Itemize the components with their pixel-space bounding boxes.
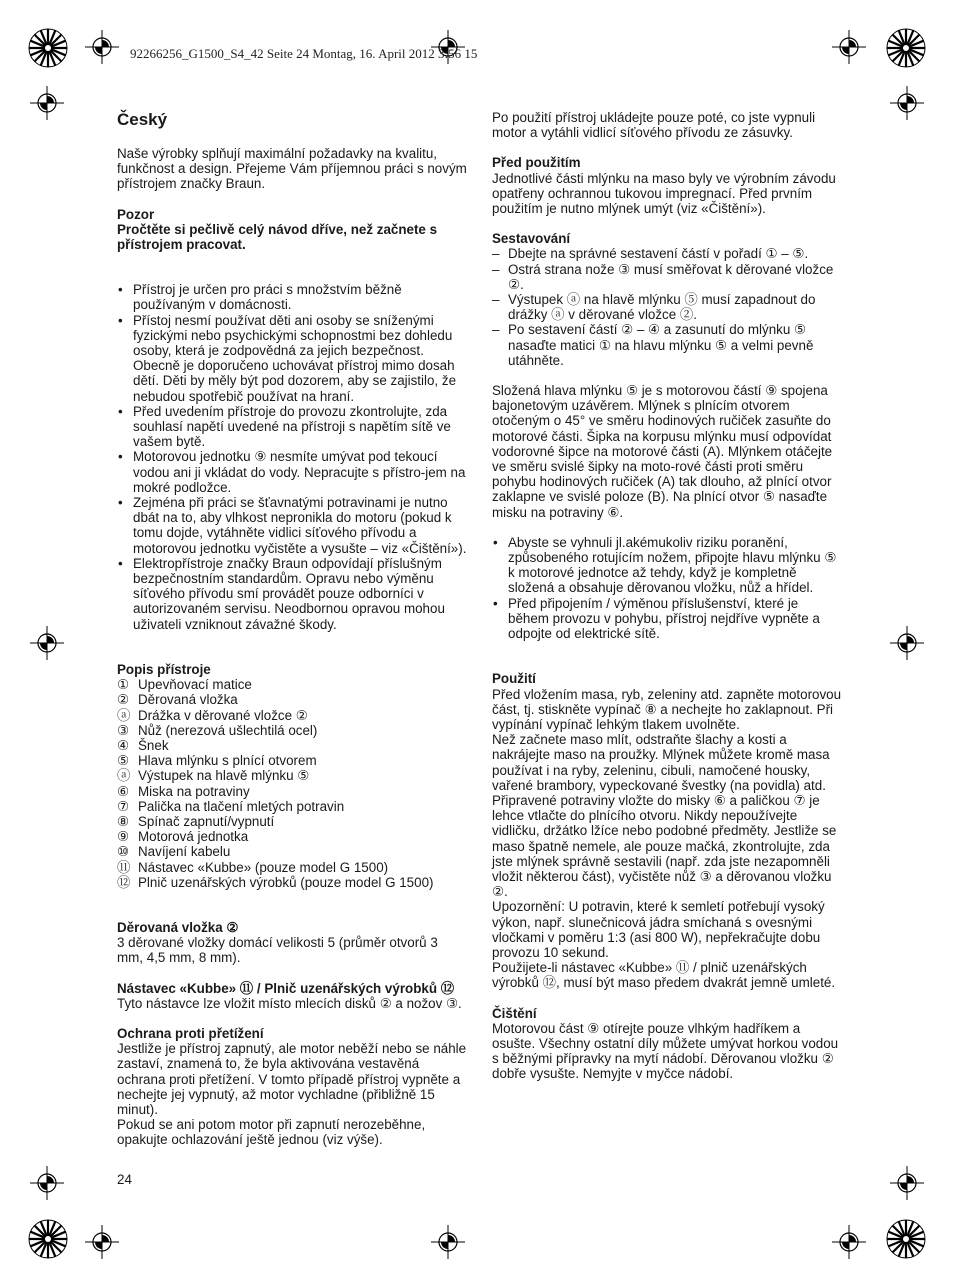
part-number: ⑨ xyxy=(117,829,130,845)
starburst-mark-icon xyxy=(28,28,68,68)
registration-mark-icon xyxy=(30,626,64,660)
registration-mark-icon xyxy=(890,626,924,660)
list-item: • Před připojením / výměnou příslušenství, které je během provozu v pohybu, přístroj nejdříve vypněte a odpojte od elektrické sítě. xyxy=(492,596,842,642)
list-item: • Elektropřístroje značky Braun odpovídají příslušným bezpečnostním standardům. Opravu nebo výměnu síťového přívodu smí provádět pouze odborníci v autorizovaném servisu. Neodbornou opravou mohou uživateli vzniknout závažné škody. xyxy=(117,556,467,632)
registration-mark-icon xyxy=(85,30,119,64)
part-number: ④ xyxy=(117,737,130,753)
part-label: Nástavec «Kubbe» (pouze model G 1500) xyxy=(138,859,389,875)
mount-paragraph: Složená hlava mlýnku ⑤ je s motorovou částí ⑨ spojena bajonetovým uzávěrem. Mlýnek s plnícím otvorem otočeným o 45° ve směru hodinových ručiček zasuňte do motorové části. Šipka na korpusu mlýnku musí odpovídat vodorovné šipce na motorové části (A). Mlýnkem otáčejte ve směru svislé šipky na moto-rové části proti směru pohybu hodinových ručiček (A) tak dlouho, až plnící otvor zaklapne ve svislé poloze (B). Na plnící otvor ⑤ nasaďte misku na potraviny ⑥. xyxy=(492,383,833,520)
part-label: Navíjení kabelu xyxy=(138,844,231,860)
registration-mark-icon xyxy=(890,1166,924,1200)
registration-mark-icon xyxy=(431,1225,465,1259)
part-number: ⑫ xyxy=(117,874,131,890)
part-label: Děrovaná vložka xyxy=(138,692,238,708)
page-title: Český xyxy=(117,110,168,129)
list-item xyxy=(117,677,467,692)
kubbe-text: Tyto nástavce lze vložit místo mlecích disků ② a nožov ③. xyxy=(117,995,462,1011)
part-number: ② xyxy=(117,692,130,708)
part-label: Drážka v děrované vložce ② xyxy=(138,707,308,723)
part-number: ⑩ xyxy=(117,844,130,860)
after-use-paragraph: Po použití přístroj ukládejte pouze poté, co jste vypnuli motor a vytáhli vidlicí síťového přívodu ze zásuvky. xyxy=(492,110,816,141)
list-item: • Přístroj je určen pro práci s množstvím běžně používaným v domácnosti. xyxy=(117,282,467,312)
list-item: – Výstupek ⓐ na hlavě mlýnku ⑤ musí zapadnout do drážky ⓐ v děrované vložce ②. xyxy=(492,292,842,322)
registration-mark-icon xyxy=(832,1225,866,1259)
plate-text: 3 děrované vložky domácí velikosti 5 (průměr otvorů 3 mm, 4,5 mm, 8 mm). xyxy=(117,935,438,966)
part-label: Palička na tlačení mletých potravin xyxy=(138,798,345,814)
list-item xyxy=(117,784,467,799)
overload-heading: Ochrana proti přetížení xyxy=(117,1025,264,1041)
list-item xyxy=(117,814,467,829)
part-number: ① xyxy=(117,677,130,693)
right-column xyxy=(492,110,842,1082)
before-use-heading: Před použitím xyxy=(492,155,581,171)
use-heading: Použití xyxy=(492,671,536,687)
page-number: 24 xyxy=(117,1172,132,1187)
part-number: ⑧ xyxy=(117,813,130,829)
list-item xyxy=(117,723,467,738)
registration-mark-icon xyxy=(85,1225,119,1259)
part-number: ⑦ xyxy=(117,798,130,814)
part-label: Hlava mlýnku s plnící otvorem xyxy=(138,753,317,769)
list-item: – Dbejte na správné sestavení částí v pořadí ① – ⑤. xyxy=(492,246,842,261)
list-item xyxy=(117,860,467,875)
intro-paragraph: Naše výrobky splňují maximální požadavky na kvalitu, funkčnost a design. Přejeme Vám příjemnou práci s novým přístrojem značky Braun. xyxy=(117,146,467,192)
plate-heading: Děrovaná vložka ② xyxy=(117,919,239,935)
list-item xyxy=(117,799,467,814)
notes-list xyxy=(492,535,842,641)
list-item xyxy=(117,708,467,723)
list-item: • Abyste se vyhnuli jl.akémukoliv riziku poranění, způsobeného rotujícím nožem, připojte hlavu mlýnku ⑤ k motorové jednotce až tehdy, když je kompletně složená a obsahuje děrovanou vložku, nůž a hřídel. xyxy=(492,535,842,596)
starburst-mark-icon xyxy=(28,1219,68,1259)
registration-mark-icon xyxy=(30,1166,64,1200)
list-item xyxy=(117,738,467,753)
use-text-4: Použijete-li nástavec «Kubbe» ⑪ / plnič uzenářských výrobků ⑫, musí být maso předem dvakrát jemně umleté. xyxy=(492,960,836,991)
before-use-text: Jednotlivé části mlýnku na maso byly ve výrobním závodu opatřeny ochrannou tukovou impregnací. Před prvním použitím je nutno mlýnek umýt (viz «Čištění»). xyxy=(492,170,836,217)
part-label: Plnič uzenářských výrobků (pouze model G 1500) xyxy=(138,874,434,890)
list-item: • Zejména při práci se šťavnatými potravinami je nutno dbát na to, aby vlhkost nepronikla do motoru (pokud k tomu dojde, vytáhněte vidlici síťového přívodu a motorovou jednotku vyčistěte a vysušte – viz «Čištění»). xyxy=(117,495,467,556)
use-text-1: Před vložením masa, ryb, zeleniny atd. zapněte motorovou část, tj. stiskněte vypínač ⑧ a nechejte ho zaklapnout. Při vypínání vypínač lehkým tlakem uvolněte. xyxy=(492,686,842,732)
registration-mark-icon xyxy=(890,86,924,120)
part-number: ③ xyxy=(117,722,130,738)
cleaning-heading: Čištění xyxy=(492,1005,537,1021)
pozor-heading: Pozor xyxy=(117,206,155,222)
list-item: – Po sestavení částí ② – ④ a zasunutí do mlýnku ⑤ nasaďte matici ① na hlavu mlýnku ⑤ a velmi pevně utáhněte. xyxy=(492,322,842,368)
assembly-list xyxy=(492,246,842,368)
part-number: ⓐ xyxy=(117,768,131,784)
overload-text: Jestliže je přístroj zapnutý, ale motor neběží nebo se náhle zastaví, znamená to, že byla aktivována vestavěná ochrana proti přetížení. V tomto případě přístroj vypněte a nechejte jej vypnutý, až motor vychladne (přibližně 15 minut). xyxy=(117,1041,467,1117)
safety-list xyxy=(117,282,467,632)
registration-mark-icon xyxy=(832,30,866,64)
part-number: ⑥ xyxy=(117,783,130,799)
starburst-mark-icon xyxy=(886,28,926,68)
part-label: Spínač zapnutí/vypnutí xyxy=(138,813,275,829)
part-label: Motorová jednotka xyxy=(138,829,249,845)
list-item xyxy=(117,768,467,783)
list-item: – Ostrá strana nože ③ musí směřovat k děrované vložce ②. xyxy=(492,262,842,292)
part-label: Šnek xyxy=(138,737,169,753)
list-item: • Motorovou jednotku ⑨ nesmíte umývat pod tekoucí vodou ani ji vkládat do vody. Nepracujte s přístro-jem na mokré podložce. xyxy=(117,449,467,495)
list-item xyxy=(117,875,467,890)
use-text-2: Než začnete maso mlít, odstraňte šlachy a kosti a nakrájejte maso na proužky. Mlýnek můžete kromě masa používat i na ryby, zeleninu, cibuli, namočené housky, vařené brambory, vypeckované švestky (na povidla) atd. Připravené potraviny vložte do misky ⑥ a paličkou ⑦ je lehce vtlačte do plnícího otvoru. Nikdy nepoužívejte vidličku, držátko lžíce nebo podobné předměty. Jestliže se maso špatně nemele, ale pouze mačká, zkontrolujte, zda jste mlýnek správně sestavili (např. zda jste nezapomněli vložit některou část), vyčistěte nůž ③ a děrovanou vložku ②. xyxy=(492,732,837,900)
part-label: Nůž (nerezová ušlechtilá ocel) xyxy=(138,722,318,738)
list-item xyxy=(117,753,467,768)
registration-mark-icon xyxy=(30,86,64,120)
part-label: Upevňovací matice xyxy=(138,677,252,693)
left-column xyxy=(117,110,467,1148)
part-label: Miska na potraviny xyxy=(138,783,250,799)
list-item: • Přístoj nesmí používat děti ani osoby se sníženými fyzickými nebo psychickými schopnostmi bez dohledu osoby, která je zodpovědná za jejich bezpečnost. Obecně je doporučeno uchovávat přístroj mimo dosah dětí. Děti by měly být pod dozorem, aby se zajistilo, že nebudou spotřebič používat na hraní. xyxy=(117,313,467,404)
print-slug: 92266256_G1500_S4_42 Seite 24 Montag, 16. April 2012 3:56 15 xyxy=(130,46,478,61)
list-item xyxy=(117,692,467,707)
list-item xyxy=(117,844,467,859)
list-item xyxy=(117,829,467,844)
cleaning-text: Motorovou část ⑨ otírejte pouze vlhkým hadříkem a osušte. Všechny ostatní díly můžete umývat horkou vodou s běžnými přípravky na mytí nádobí. Děrovanou vložku ② dobře vysušte. Nemyjte v myčce nádobí. xyxy=(492,1020,839,1082)
parts-list xyxy=(117,677,467,890)
overload-text-2: Pokud se ani potom motor při zapnutí nerozeběhne, opakujte ochlazování ještě jednou (viz výše). xyxy=(117,1117,426,1148)
assembly-heading: Sestavování xyxy=(492,231,571,247)
kubbe-heading: Nástavec «Kubbe» ⑪ / Plnič uzenářských výrobků ⑫ xyxy=(117,980,455,996)
starburst-mark-icon xyxy=(886,1219,926,1259)
parts-heading: Popis přístroje xyxy=(117,661,211,677)
part-number: ⓐ xyxy=(117,707,131,723)
part-number: ⑪ xyxy=(117,859,131,875)
pozor-text: Pročtěte si pečlivě celý návod dříve, než začnete s přístrojem pracovat. xyxy=(117,221,438,253)
use-text-3: Upozornění: U potravin, které k semletí potřebují vysoký výkon, např. slunečnicová jádra smíchaná s ovesnými vločkami v poměru 1:3 (asi 800 W), nepřekračujte dobu provozu 10 sekund. xyxy=(492,899,825,960)
part-number: ⑤ xyxy=(117,753,130,769)
list-item: • Před uvedením přístroje do provozu zkontrolujte, zda souhlasí napětí uvedené na přístroji s napětím sítě ve vašem bytě. xyxy=(117,404,467,450)
part-label: Výstupek na hlavě mlýnku ⑤ xyxy=(138,768,310,784)
